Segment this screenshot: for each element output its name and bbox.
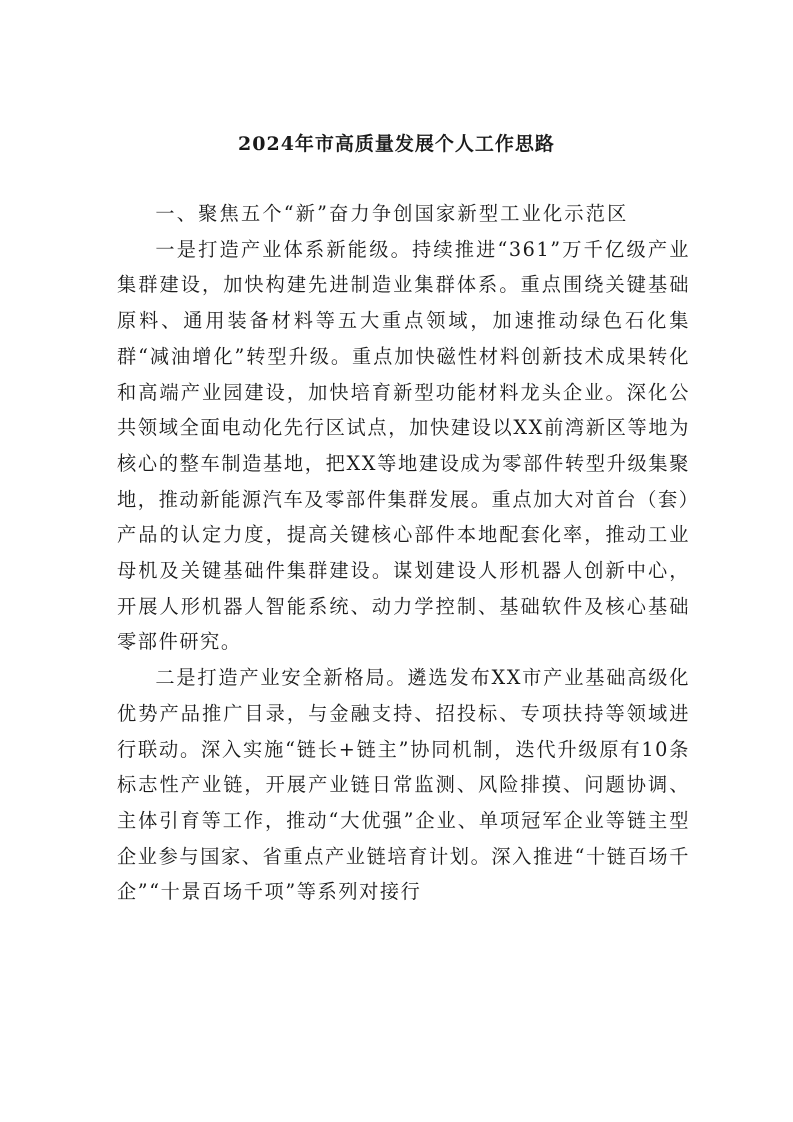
section-heading: 一、聚焦五个“新”奋力争创国家新型工业化示范区 — [155, 202, 629, 225]
paragraph-industry-system: 一是打造产业体系新能级。持续推进“361”万千亿级产业集群建设，加快构建先进制造业集群体系。重点围绕关键基础原料、通用装备材料等五大重点领域，加速推动绿色石化集群“减油增化”转型升级。重点加快磁性材料创新技术成果转化和高端产业园建设，加快培育新型功能材料龙头企业。深化公共领域全面电动化先行区试点，加快建设以XX前湾新区等地为核心的整车制造基地，把XX等地建设成为零部件转型升级集聚地，推动新能源汽车及零部件集群发展。重点加大对首台（套）产品的认定力度，提高关键核心部件本地配套化率，推动工业母机及关键基础件集群建设。谋划建设人形机器人创新中心，开展人形机器人智能系统、动力学控制、基础软件及核心基础零部件研究。 — [117, 237, 690, 654]
document-body — [117, 196, 690, 910]
document-title: 2024年市高质量发展个人工作思路 — [238, 133, 555, 155]
paragraph-industry-security: 二是打造产业安全新格局。遴选发布XX市产业基础高级化优势产品推广目录，与金融支持、招投标、专项扶持等领域进行联动。深入实施“链长+链主”协同机制，迭代升级原有10条标志性产业链，开展产业链日常监测、风险排摸、问题协调、主体引育等工作，推动“大优强”企业、单项冠军企业等链主型企业参与国家、省重点产业链培育计划。深入推进“十链百场千企”“十景百场千项”等系列对接行 — [117, 666, 690, 904]
